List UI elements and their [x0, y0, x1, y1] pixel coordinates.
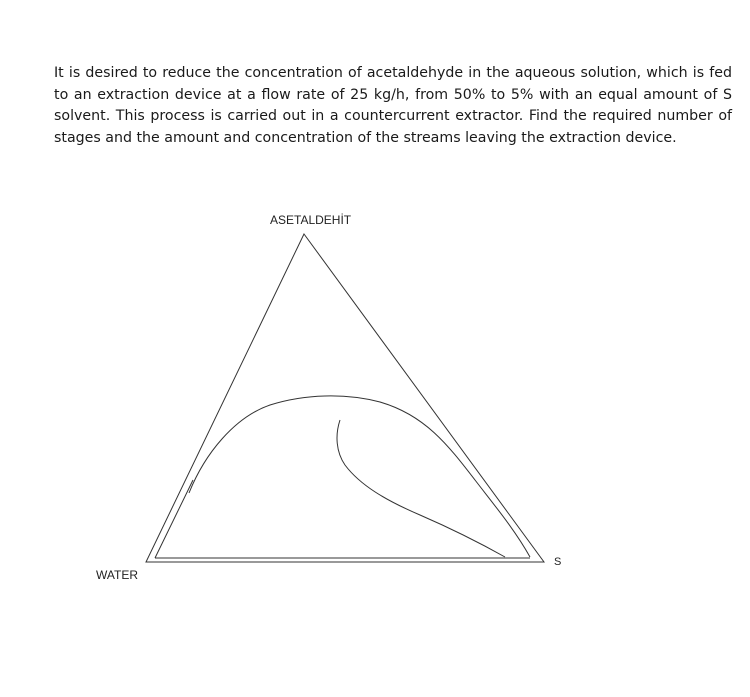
outer-triangle: [146, 234, 544, 562]
problem-statement: It is desired to reduce the concentration of acetaldehyde in the aqueous solution, which is fed to an extraction device at a flow rate of 25 kg/h, from 50% to 5% with an equal amount of S solvent. This process is carried out in a countercurrent extractor. Find the required number of stages and the amount and concentration of the streams leaving the extraction device.: [54, 65, 732, 146]
binodal-curve: [189, 396, 530, 557]
inner-left-edge: [155, 480, 193, 558]
plait-curve: [337, 420, 505, 557]
vertex-label-water: WATER: [96, 568, 138, 582]
vertex-label-solvent: S: [554, 556, 562, 568]
vertex-label-acetaldehyde: ASETALDEHİT: [270, 213, 352, 227]
